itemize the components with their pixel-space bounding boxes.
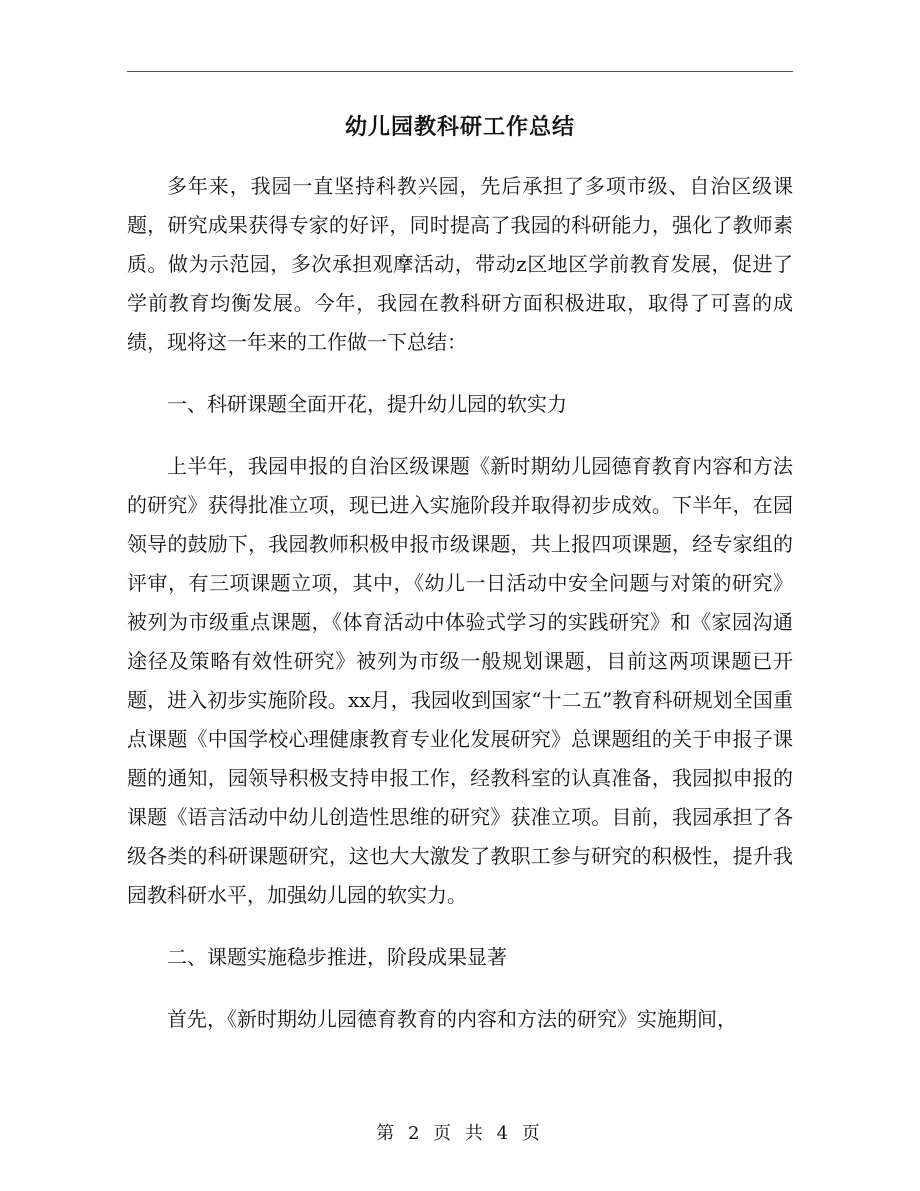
- page-number-footer: 第 2 页 共 4 页: [376, 1123, 544, 1144]
- document-title: 幼儿园教科研工作总结: [344, 114, 575, 140]
- section-heading-2: 二、课题实施稳步推进，阶段成果显著: [167, 945, 507, 969]
- paragraph-section-1: 上半年，我园申报的自治区级课题《新时期幼儿园德育教育内容和方法的研究》获得批准立项，现已进入实施阶段并取得初步成效。下半年，在园领导的鼓励下，我园教师积极申报市级课题，共上报四项课题，经专家组的评审，有三项课题立项，其中，《幼儿一日活动中安全问题与对策的研究》被列为市级重点课题，《体育活动中体验式学习的实践研究》和《家园沟通途径及策略有效性研究》被列为市级一般规划课题，目前这两项课题已开题，进入初步实施阶段。xx月，我园收到国家“十二五”教育科研规划全国重点课题《中国学校心理健康教育专业化发展研究》总课题组的关于申报子课题的通知，园领导积极支持申报工作，经教科室的认真准备，我园拟申报的课题《语言活动中幼儿创造性思维的研究》获准立项。目前，我园承担了各级各类的科研课题研究，这也大大激发了教职工参与研究的积极性，提升我园教科研水平，加强幼儿园的软实力。: [127, 454, 793, 907]
- section-heading-1: 一、科研课题全面开花，提升幼儿园的软实力: [167, 392, 567, 416]
- paragraph-intro: 多年来，我园一直坚持科教兴园，先后承担了多项市级、自治区级课题，研究成果获得专家的好评，同时提高了我园的科研能力，强化了教师素质。做为示范园，多次承担观摩活动，带动z区地区学前教育发展，促进了学前教育均衡发展。今年，我园在教科研方面积极进取，取得了可喜的成绩，现将这一年来的工作做一下总结：: [127, 174, 793, 354]
- document-body: [127, 167, 793, 1039]
- header-rule: [127, 71, 793, 72]
- paragraph-section-2: 首先，《新时期幼儿园德育教育的内容和方法的研究》实施期间，: [167, 1007, 737, 1031]
